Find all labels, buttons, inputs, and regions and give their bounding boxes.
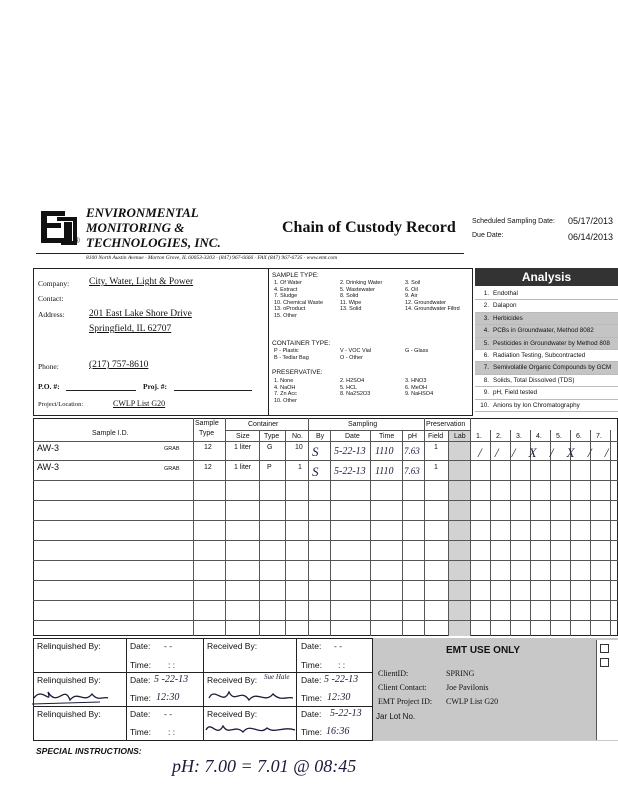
received-label-3: Received By: [207,709,258,719]
row1-type: 12 [204,444,212,451]
analysis-column-header: 3. [516,433,522,440]
container-type-col3: G - Glass [405,348,429,354]
client-contact-label: Client Contact: [378,683,427,692]
table-column-rule [402,430,403,636]
analysis-item-number: 5. [483,339,489,347]
analysis-item [475,400,618,412]
relinquished-date-label-3: Date: [130,709,151,719]
analysis-item-number: 8. [483,376,489,384]
company-name-2: MONITORING & [86,220,185,235]
relinquished-label-1: Relinquished By: [37,641,101,651]
analysis-column-header: 4. [536,433,542,440]
company-name-3: TECHNOLOGIES, INC. [86,235,221,250]
row1-time: 1110 [375,446,394,457]
analysis-item [475,375,618,387]
received-date-label-2: Date: [301,675,322,685]
table-column-rule [470,418,471,636]
analysis-column-header: 5. [556,433,562,440]
analysis-heading: Analysis [475,268,618,286]
table-column-rule [285,430,286,636]
address-line-2: Springfield, IL 62707 [89,324,172,334]
po-label: P.O. #: [38,382,60,391]
received-time-label-2: Time: [301,693,322,703]
header-lab: Lab [454,433,466,440]
row1-date: 5-22-13 [334,446,366,457]
emt-use-heading: EMT USE ONLY [445,645,521,656]
table-column-rule [330,430,331,636]
analysis-item-number: 2. [483,302,489,310]
container-type-col2: V - VOC Vial O - Other [340,348,372,361]
relinquished-time-label-2: Time: [130,693,151,703]
received-time-blank-1: : : [338,660,346,670]
table-column-rule [193,418,194,636]
relinquished-date-label-2: Date: [130,675,151,685]
company-value: City, Water, Light & Power [89,277,194,287]
header-sample-type-1: Sample [195,420,219,427]
relinquished-date-2: 5 -22-13 [154,674,189,685]
relinquished-time-2: 12:30 [156,692,180,703]
company-address: 8100 North Austin Avenue · Morton Grove, IL 60053-3203 · (847) 967-6666 · FAX (847) 967-6735 · www.emt.com [86,255,338,261]
analysis-item [475,387,618,399]
page-title: Chain of Custody Record [282,219,456,236]
relinquished-signature-2 [30,682,110,710]
container-type-col1: P - Plastic B - Tedlar Bag [274,348,309,361]
analysis-column-header: 6. [576,433,582,440]
analysis-item [475,325,618,337]
row2-sample-id: AW-3 [37,462,60,472]
row2-type: 12 [204,464,212,471]
relinquished-time-label-1: Time: [130,660,151,670]
analysis-item-number: 6. [483,352,489,359]
header-type: Type [264,433,280,440]
analysis-item-number: 10. [480,401,489,409]
analysis-item-label: Pesticides in Groundwater by Method 808 [493,339,610,347]
received-signature-3 [203,718,297,740]
preservative-col1: 1. None 4. NaOH 7. Zn Acc 10. Other [274,378,297,404]
jar-lot-label: Jar Lot No. [376,712,416,721]
analysis-item-number: 1. [483,290,489,297]
received-time-3: 16:36 [326,726,350,737]
analysis-column-header: 1. [476,433,482,440]
analysis-item-label: Solids, Total Dissolved (TDS) [493,376,575,384]
phone-label: Phone: [38,362,59,371]
due-date-value: 06/14/2013 [568,232,614,242]
table-column-rule [448,430,449,636]
special-instructions-label: SPECIAL INSTRUCTIONS: [36,746,142,756]
row2-count: 1 [298,464,302,471]
relinquished-time-blank-1: : : [168,660,176,670]
client-id-value: SPRING [446,669,475,678]
received-extra-2: Sue Hale [264,673,290,681]
relinquished-label-2: Relinquished By: [37,675,101,685]
row2-time: 1110 [375,466,394,477]
due-date-label: Due Date: [472,232,504,239]
row1-count: 10 [295,444,303,451]
row1-field: 1 [434,444,438,451]
client-contact-value: Joe Pavilonis [446,683,489,692]
header-sample-id: Sample I.D. [92,430,129,437]
row2-date: 5-22-13 [334,466,366,477]
table-column-rule [308,418,309,636]
preservative-col2: 2. H2SO4 5. HCL 8. Na2S2O3 [340,378,371,398]
analysis-item-label: PCBs in Groundwater, Method 8082 [493,327,594,335]
row2-grab: GRAB [164,466,180,472]
scheduled-date-label: Scheduled Sampling Date: [472,218,555,225]
row1-container-type: G [267,444,273,451]
row2-size: 1 liter [234,464,252,471]
row2-by: S [312,464,319,479]
row2-container-type: P [267,464,272,471]
relinquished-label-3: Relinquished By: [37,709,101,719]
analysis-item [475,362,618,374]
received-date-3: 5-22-13 [330,708,362,719]
received-time-label-1: Time: [301,660,322,670]
analysis-item [475,338,618,350]
row1-size: 1 liter [234,444,252,451]
emt-project-id-value: CWLP List G20 [446,697,499,706]
registered-mark: ® [74,236,80,245]
sample-type-col2: 2. Drinking Water 5. Wastewater 8. Solid 11. Wipe 13. Solid [340,280,383,313]
row1-by: S [312,444,319,459]
header-rule [36,253,464,254]
header-ph: pH [408,433,417,440]
header-field: Field [428,433,444,440]
relinquished-time-blank-3: : : [168,727,176,737]
analysis-item-number: 3. [483,314,489,322]
container-type-heading: CONTAINER TYPE: [272,340,331,347]
analysis-item [475,300,618,312]
header-container: Container [248,421,279,428]
header-no: No. [292,433,303,440]
header-preservation: Preservation [426,421,466,428]
table-column-rule [259,430,260,636]
analysis-item-label: Radiation Testing, Subcontracted [493,352,586,359]
received-signature-2 [205,684,295,708]
header-sample-type-2: Type [199,430,215,437]
table-column-rule [370,430,371,636]
received-date-label-1: Date: [301,641,322,651]
contact-label: Contact: [38,294,64,303]
table-column-rule [225,418,226,636]
analysis-item [475,288,618,300]
relinquished-time-label-3: Time: [130,727,151,737]
phone-value: (217) 757-8610 [89,360,149,370]
sample-type-heading: SAMPLE TYPE: [272,272,319,279]
table-row-rule [225,430,470,431]
received-time-label-3: Time: [301,727,322,737]
analysis-column-header: 7. [596,433,602,440]
emt-checkbox-2[interactable] [600,658,609,667]
proj-field [174,390,252,391]
relinquished-date-blank-1: - - [164,641,173,651]
po-field [66,390,136,391]
header-time: Time [379,433,395,440]
custody-divider-1 [126,638,127,741]
analysis-column-header: 2. [496,433,502,440]
project-location-value: CWLP List G20 [113,399,166,408]
client-info-divider [268,268,269,416]
row1-ph: 7.63 [404,446,420,456]
received-date-label-3: Date: [301,709,322,719]
emt-checkbox-1[interactable] [600,644,609,653]
received-time-2: 12:30 [327,692,351,703]
row1-analysis-marks: / / / X / X / / [478,445,614,460]
sample-type-col3: 3. Soil 6. Oil 9. Air 12. Groundwater 14. Groundwater Filtrd [405,280,460,313]
analysis-item-label: Semivolatile Organic Compounds by GCM [493,364,612,372]
analysis-item-number: 4. [483,327,489,335]
company-name-1: ENVIRONMENTAL [86,205,199,220]
received-date-2: 5 -22-13 [324,674,359,685]
company-label: Company: [38,279,70,288]
custody-row-rule-1 [33,672,373,673]
row2-ph: 7.63 [404,466,420,476]
received-label-1: Received By: [207,641,258,651]
scheduled-date-value: 05/17/2013 [568,216,614,226]
analysis-item-label: Endothal [493,290,518,297]
sample-type-col1: 1. Of Water 4. Extract 7. Sludge 10. Chemical Waste 13. oProduct 15. Other [274,280,324,319]
client-id-label: ClientID: [378,669,409,678]
proj-label: Proj. #: [143,382,168,391]
table-column-rule [424,418,425,636]
relinquished-date-blank-3: - - [164,709,173,719]
analysis-item-label: pH, Field tested [493,389,538,397]
analysis-item-label: Dalapon [493,302,517,310]
analysis-item [475,350,618,362]
analysis-item-label: Anions by Ion Chromatography [493,401,580,409]
emt-side-box [596,640,618,740]
address-line-1: 201 East Lake Shore Drive [89,309,192,319]
analysis-item-number: 7. [483,364,489,372]
received-date-blank-1: - - [334,641,343,651]
project-location-label: Project/Location: [38,401,84,408]
relinquished-date-label-1: Date: [130,641,151,651]
preservative-heading: PRESERVATIVE: [272,369,323,376]
analysis-item-number: 9. [483,389,489,397]
analysis-item [475,313,618,325]
address-label: Address: [38,310,65,319]
header-size: Size [236,433,250,440]
row1-grab: GRAB [164,446,180,452]
row2-field: 1 [434,464,438,471]
analysis-item-label: Herbicides [493,314,523,322]
header-sampling: Sampling [348,421,378,428]
header-date: Date [345,433,360,440]
row1-sample-id: AW-3 [37,443,60,453]
special-instructions-text: pH: 7.00 = 7.01 @ 08:45 [172,756,357,776]
header-by: By [316,433,325,440]
preservative-col3: 3. HNO3 6. MeOH 9. NaHSO4 [405,378,434,398]
received-label-2: Received By: [207,675,258,685]
emt-project-id-label: EMT Project ID: [378,697,433,706]
